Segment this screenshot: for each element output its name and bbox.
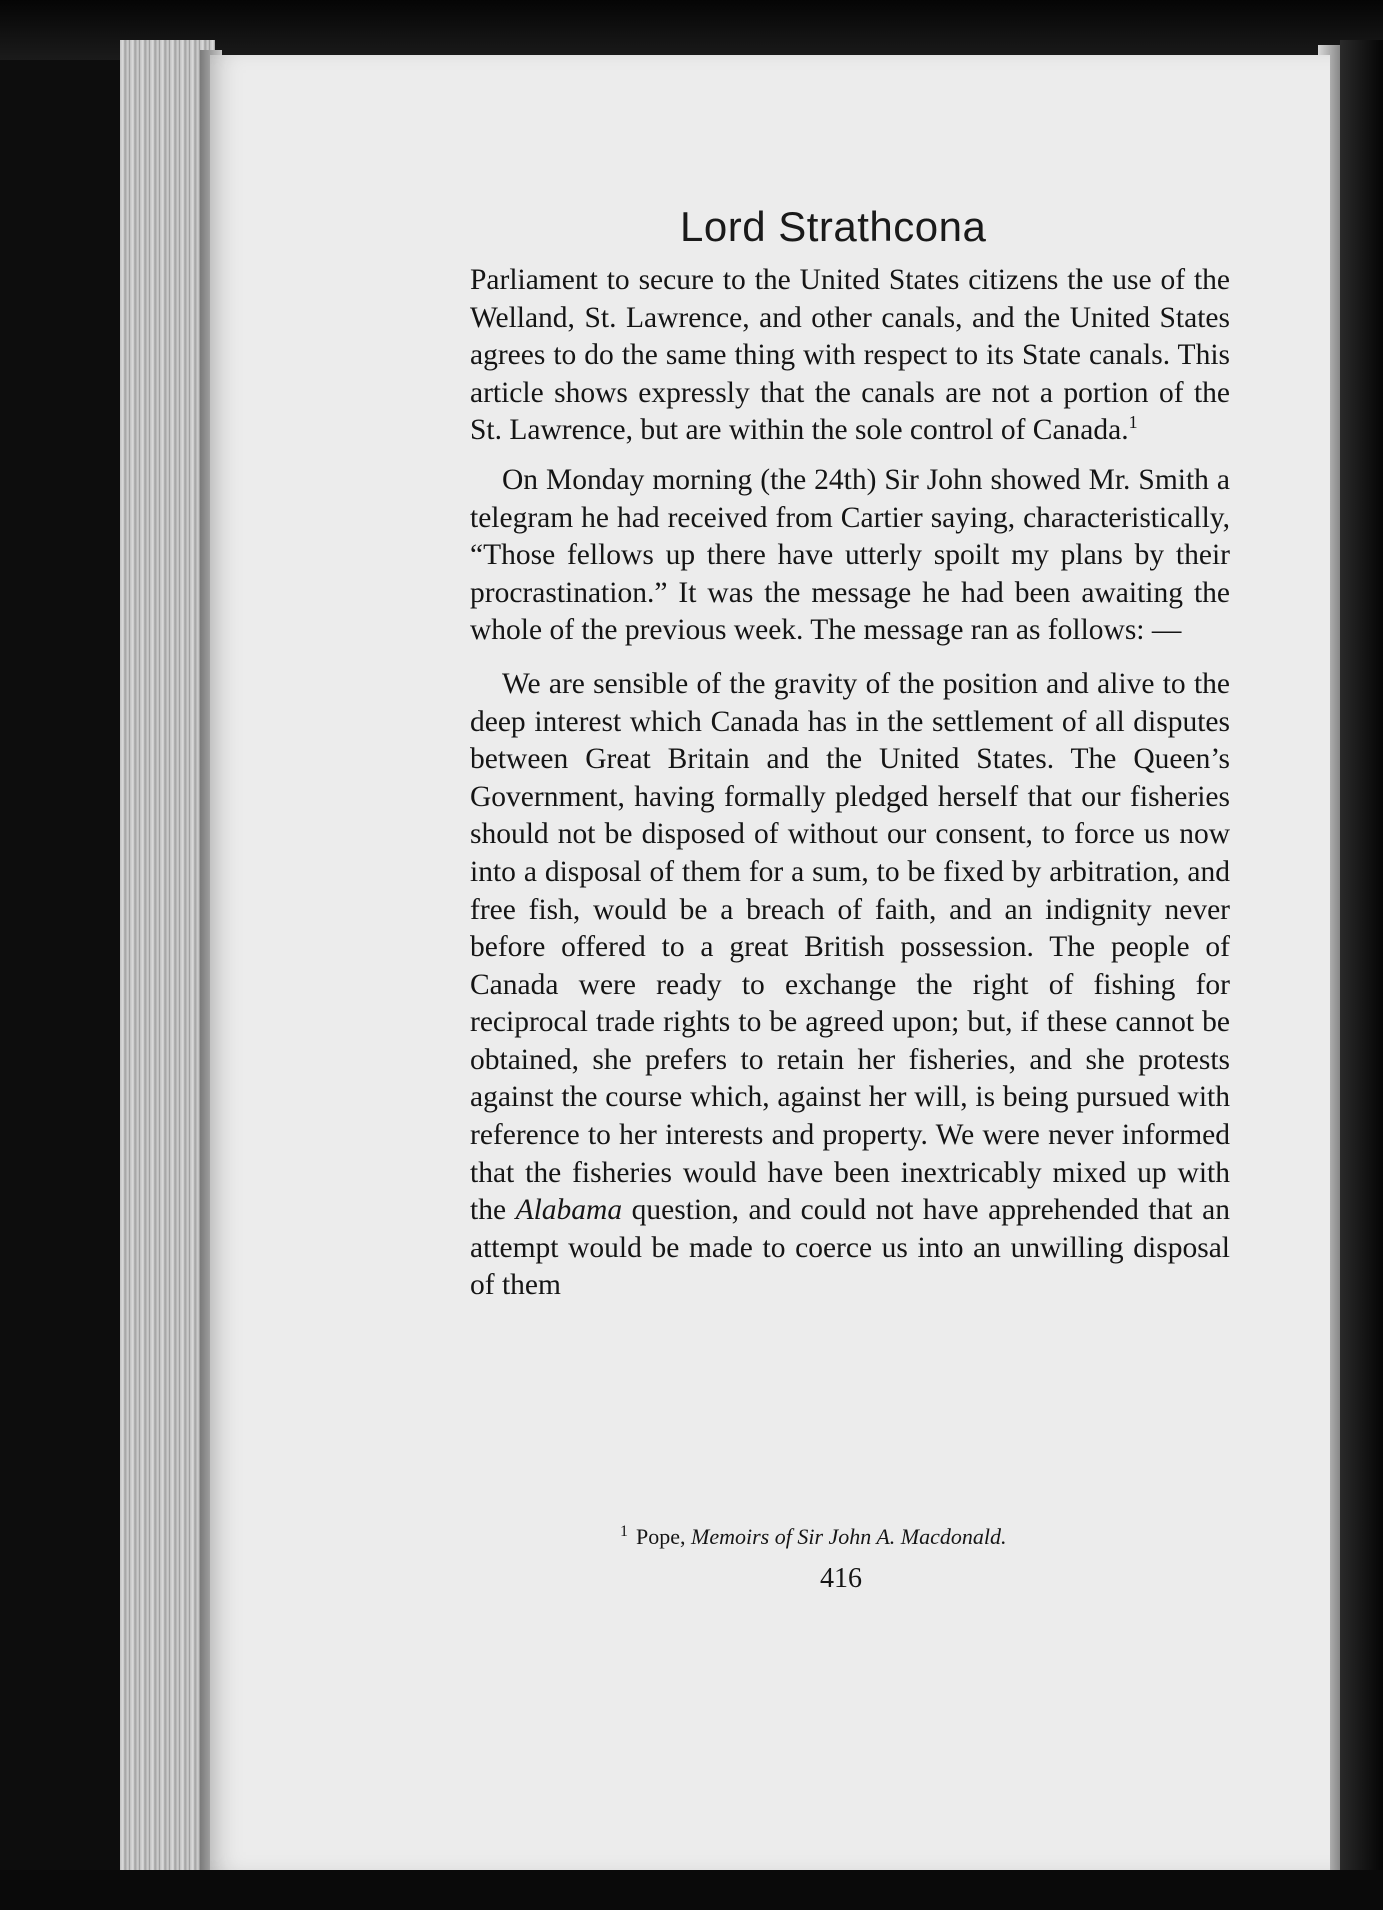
paragraph-3: [470, 666, 1230, 1305]
page-number: 416: [820, 1563, 862, 1594]
running-head: Lord Strathcona: [680, 203, 987, 250]
scan-bottom-border: [0, 1870, 1383, 1910]
body-text: [470, 262, 1230, 1305]
footnote-mark: 1: [620, 1522, 628, 1540]
right-binding-shadow: [1340, 40, 1383, 1910]
paragraph-3-text-start: We are sensible of the gravity of the position and alive to the deep interest which Canada has in the settlement of all disputes between Great Britain and the United States. The Queen’s Government, having formally pledged herself that our fisheries should not be disposed of without our consent, to force us now into a disposal of them for a sum, to be fixed by arbitration, and free fish, would be a breach of faith, and an indignity never before offered to a great British possession. The people of Canada were ready to exchange the right of fishing for reciprocal trade rights to be agreed upon; but, if these cannot be obtained, she prefers to retain her fisheries, and she protests against the course which, against her will, is being pursued with reference to her interests and property. We were never informed that the fisheries would have been inextricably mixed up with the: [470, 667, 1230, 1227]
footnote-reference: 1: [1128, 412, 1138, 433]
paragraph-1: [470, 262, 1230, 450]
paragraph-2: On Monday morning (the 24th) Sir John showed Mr. Smith a telegram he had received from Cartier saying, characteristically, “Those fellows up there have utterly spoilt my plans by their procrastination.” It was the message he had been awaiting the whole of the previous week. The message ran as follows: —: [470, 463, 1230, 647]
footnote-title: Memoirs of Sir John A. Macdonald.: [691, 1524, 1007, 1549]
footnote: [620, 1524, 1260, 1550]
paragraph-1-text: Parliament to secure to the United States citizens the use of the Welland, St. Lawrence, and other canals, and the United States agrees to do the same thing with respect to its State canals. This article shows expressly that the canals are not a portion of the St. Lawrence, but are within the sole control of Canada.: [470, 264, 1230, 447]
paragraph-3-text-end: question, and could not have apprehended that an attempt would be made to coerce us into an unwilling disposal of them: [470, 1194, 1230, 1302]
footnote-author: Pope,: [636, 1524, 686, 1549]
ship-name-italic: Alabama: [515, 1194, 623, 1227]
